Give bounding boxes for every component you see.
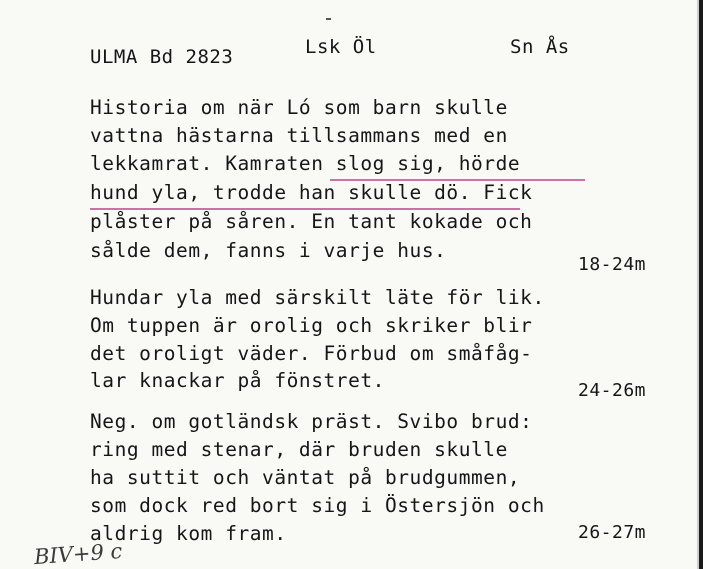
- text-line: ring med stenar, där bruden skulle: [90, 438, 508, 461]
- text-line: sålde dem, fanns i varje hus.: [90, 239, 447, 262]
- time-range: 18-24m: [578, 254, 647, 275]
- text-line: Hundar yla med särskilt läte för lik.: [90, 286, 545, 309]
- text-line: som dock red bort sig i Östersjön och: [90, 494, 545, 517]
- text-line: lar knackar på fönstret.: [90, 369, 385, 392]
- card-edge: [699, 0, 703, 569]
- text-line: aldrig kom fram.: [90, 522, 287, 545]
- time-range: 24-26m: [578, 380, 647, 401]
- archive-number: ULMA Bd 2823: [90, 46, 234, 68]
- text-line: plåster på såren. En tant kokade och: [90, 210, 533, 233]
- text-line: lekkamrat. Kamraten slog sig, hörde: [90, 152, 521, 175]
- handwritten-signature: BIV+9 c: [33, 538, 124, 569]
- landskap-field: Lsk Öl: [305, 36, 377, 58]
- text-line: ha suttit och väntat på brudgummen,: [90, 466, 521, 489]
- text-line: det oroligt väder. Förbud om småfåg-: [90, 342, 533, 365]
- time-range: 26-27m: [578, 522, 647, 543]
- text-line: vattna hästarna tillsammans med en: [90, 124, 508, 147]
- socken-field: Sn Ås: [510, 36, 570, 58]
- pencil-mark: [326, 18, 331, 20]
- highlight-underline: [90, 208, 520, 210]
- text-line: Om tuppen är orolig och skriker blir: [90, 314, 533, 337]
- highlight-underline: [330, 179, 585, 181]
- text-line: hund yla, trodde han skulle dö. Fick: [90, 181, 533, 204]
- text-line: Historia om när Ló som barn skulle: [90, 96, 508, 119]
- text-line: Neg. om gotländsk präst. Svibo brud:: [90, 410, 533, 433]
